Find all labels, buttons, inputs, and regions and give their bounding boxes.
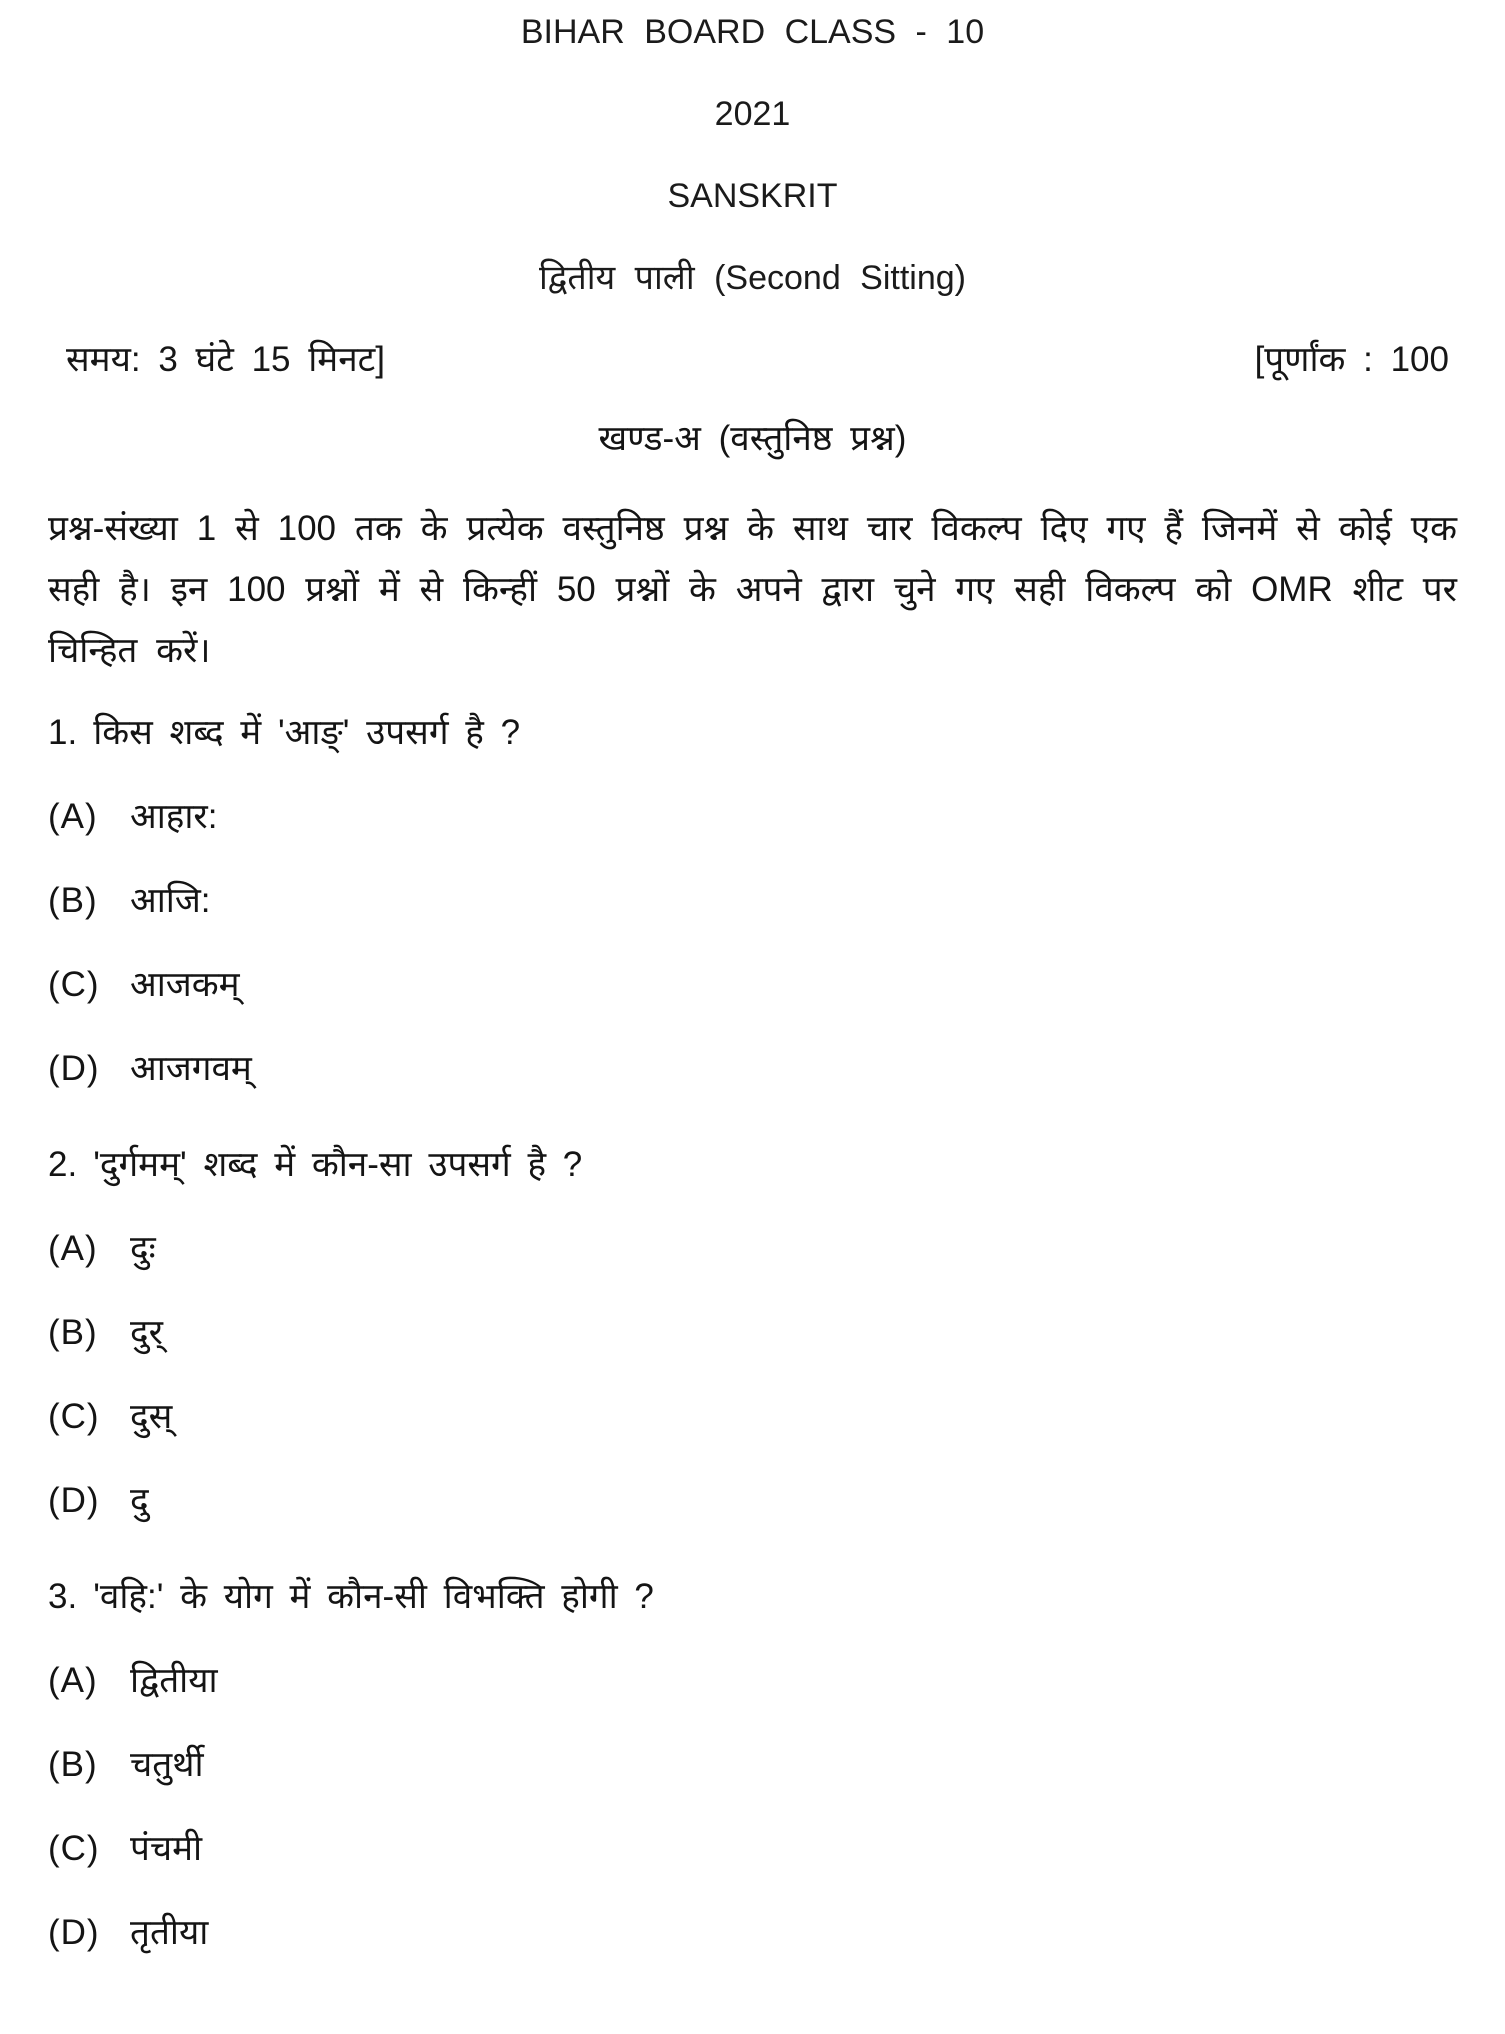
question-text: किस शब्द में 'आङ्' उपसर्ग है ? — [93, 713, 521, 752]
option-label: (A) — [48, 1661, 98, 1700]
option-label: (C) — [48, 965, 100, 1004]
option-text: तृतीया — [130, 1913, 209, 1952]
option-row — [48, 1311, 1457, 1355]
exam-time: समय: 3 घंटे 15 मिनट] — [66, 340, 386, 379]
option-label: (D) — [48, 1049, 100, 1088]
exam-year: 2021 — [714, 95, 791, 133]
option-row — [48, 879, 1457, 923]
option-row — [48, 1395, 1457, 1439]
exam-meta-row — [48, 338, 1457, 382]
question-number: 1. — [48, 713, 78, 752]
subject-title: SANSKRIT — [667, 177, 838, 215]
question-block-2 — [48, 1143, 1457, 1523]
option-text: दुस् — [130, 1397, 173, 1436]
option-label: (D) — [48, 1913, 100, 1952]
option-label: (C) — [48, 1829, 100, 1868]
question-number: 3. — [48, 1577, 78, 1616]
option-text: आजगवम् — [130, 1049, 252, 1088]
option-row — [48, 963, 1457, 1007]
option-label: (D) — [48, 1481, 100, 1520]
option-row — [48, 1479, 1457, 1523]
question-block-3 — [48, 1575, 1457, 1955]
section-heading: खण्ड-अ (वस्तुनिष्ठ प्रश्न) — [598, 419, 907, 458]
option-row — [48, 1743, 1457, 1787]
question-line — [48, 1143, 1457, 1187]
option-row — [48, 1227, 1457, 1271]
question-number: 2. — [48, 1145, 78, 1184]
board-title: BIHAR BOARD CLASS - 10 — [520, 13, 985, 51]
exam-full-marks: [पूर्णांक : 100 — [1254, 340, 1449, 379]
question-text: 'वहि:' के योग में कौन-सी विभक्ति होगी ? — [93, 1577, 654, 1616]
option-label: (A) — [48, 797, 98, 836]
option-label: (B) — [48, 1745, 98, 1784]
option-text: आहार: — [130, 797, 218, 836]
option-text: पंचमी — [130, 1829, 203, 1868]
option-row — [48, 1047, 1457, 1091]
option-text: आजकम् — [130, 965, 240, 1004]
option-label: (C) — [48, 1397, 100, 1436]
question-line — [48, 711, 1457, 755]
instructions-paragraph: प्रश्न-संख्या 1 से 100 तक के प्रत्येक वस्तुनिष्ठ प्रश्न के साथ चार विकल्प दिए गए हैं जिनमें से कोई एक सही है। इन 100 प्रश्नों में से किन्हीं 50 प्रश्नों के अपने द्वारा चुने गए सही विकल्प को OMR शीट पर चिन्हित करें। — [48, 509, 1457, 670]
option-row — [48, 1659, 1457, 1703]
sitting-title: द्वितीय पाली (Second Sitting) — [538, 259, 967, 297]
question-text: 'दुर्गमम्' शब्द में कौन-सा उपसर्ग है ? — [93, 1145, 583, 1184]
option-label: (A) — [48, 1229, 98, 1268]
question-block-1 — [48, 711, 1457, 1091]
option-row — [48, 795, 1457, 839]
option-text: दुर् — [130, 1313, 163, 1352]
question-line — [48, 1575, 1457, 1619]
option-text: चतुर्थी — [130, 1745, 204, 1784]
option-label: (B) — [48, 881, 98, 920]
option-text: दु — [130, 1481, 149, 1520]
option-label: (B) — [48, 1313, 98, 1352]
option-row — [48, 1911, 1457, 1955]
option-text: दुः — [130, 1229, 156, 1268]
option-text: आजि: — [130, 881, 211, 920]
option-row — [48, 1827, 1457, 1871]
option-text: द्वितीया — [130, 1661, 218, 1700]
